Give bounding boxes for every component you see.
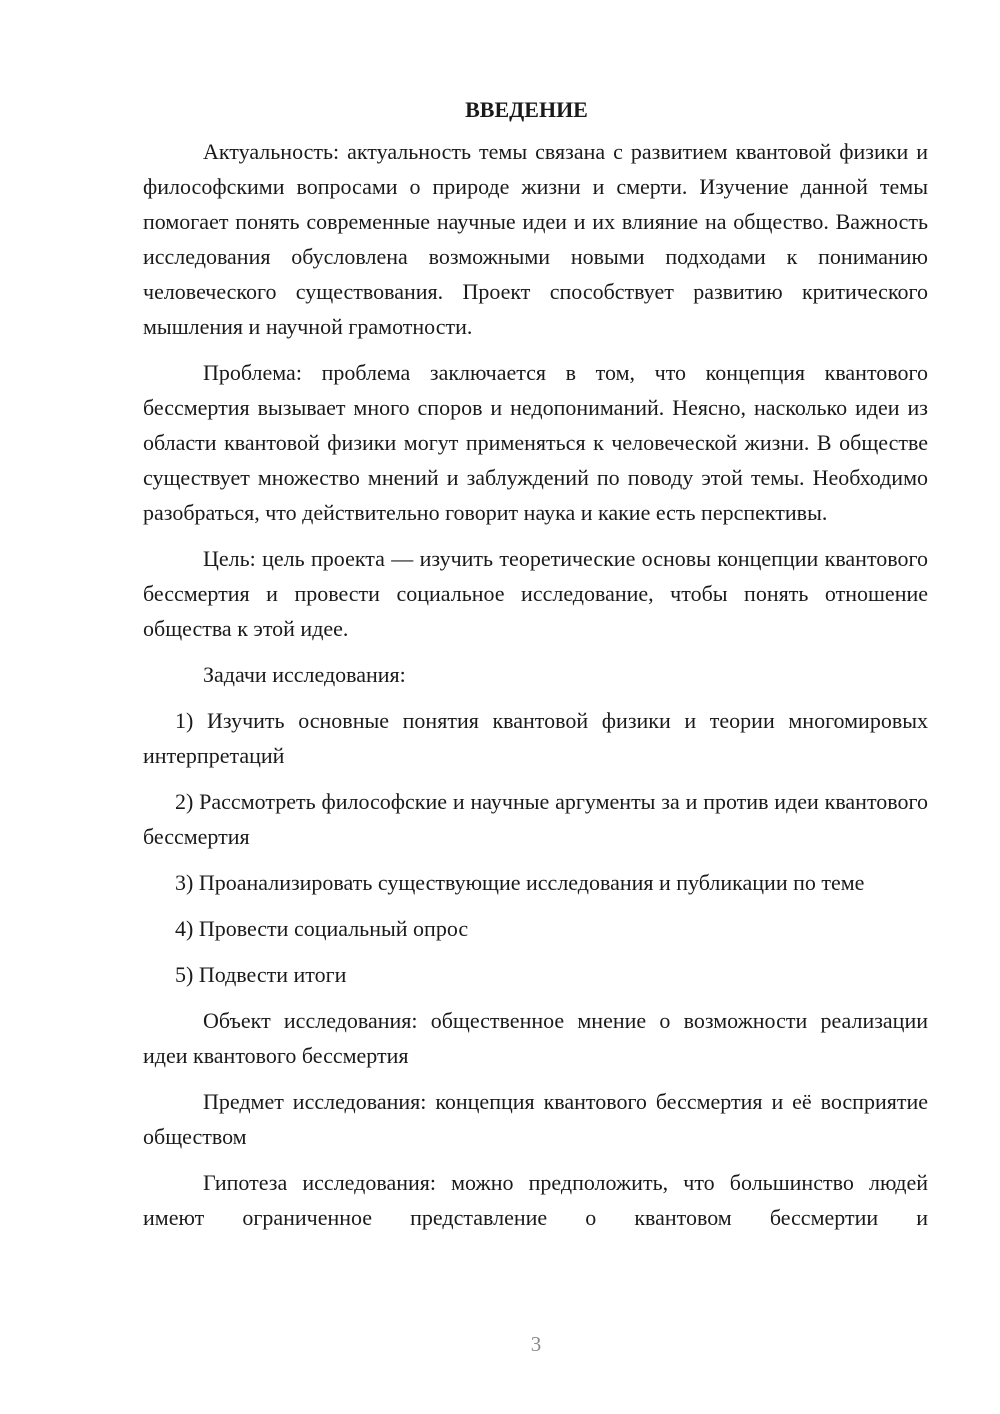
list-item-task-1: 1) Изучить основные понятия квантовой физики и теории многомировых интерпретаций: [143, 708, 928, 768]
paragraph-relevance: Актуальность: актуальность темы связана с развитием квантовой физики и философскими вопросами о природе жизни и смерти. Изучение данной темы помогает понять современные научные идеи и их влияние на общество. Важность исследования обусловлена возможными новыми подходами к пониманию человеческого существования. Проект способствует развитию критического мышления и научной грамотности.: [143, 139, 928, 339]
paragraph-hypothesis: Гипотеза исследования: можно предположить, что большинство людей имеют ограниченное представление о квантовом бессмертии и: [143, 1170, 928, 1230]
list-item-task-2: 2) Рассмотреть философские и научные аргументы за и против идеи квантового бессмертия: [143, 789, 928, 849]
list-item-task-3: 3) Проанализировать существующие исследования и публикации по теме: [175, 870, 865, 895]
page-number: 3: [530, 1332, 542, 1356]
paragraph-goal: Цель: цель проекта — изучить теоретические основы концепции квантового бессмертия и провести социальное исследование, чтобы понять отношение общества к этой идее.: [143, 546, 928, 641]
list-item-task-4: 4) Провести социальный опрос: [175, 916, 469, 941]
list-item-task-5: 5) Подвести итоги: [175, 962, 347, 987]
paragraph-problem: Проблема: проблема заключается в том, что концепция квантового бессмертия вызывает много споров и недопониманий. Неясно, насколько идеи из области квантовой физики могут применяться к человеческой жизни. В обществе существует множество мнений и заблуждений по поводу этой темы. Необходимо разобраться, что действительно говорит наука и какие есть перспективы.: [143, 360, 928, 525]
paragraph-object: Объект исследования: общественное мнение о возможности реализации идеи квантового бессмертия: [143, 1008, 928, 1068]
paragraph-subject: Предмет исследования: концепция квантового бессмертия и её восприятие обществом: [143, 1089, 928, 1149]
section-heading: ВВЕДЕНИЕ: [465, 97, 588, 122]
document-body: [143, 92, 928, 1246]
paragraph-tasks-heading: Задачи исследования:: [203, 662, 406, 687]
